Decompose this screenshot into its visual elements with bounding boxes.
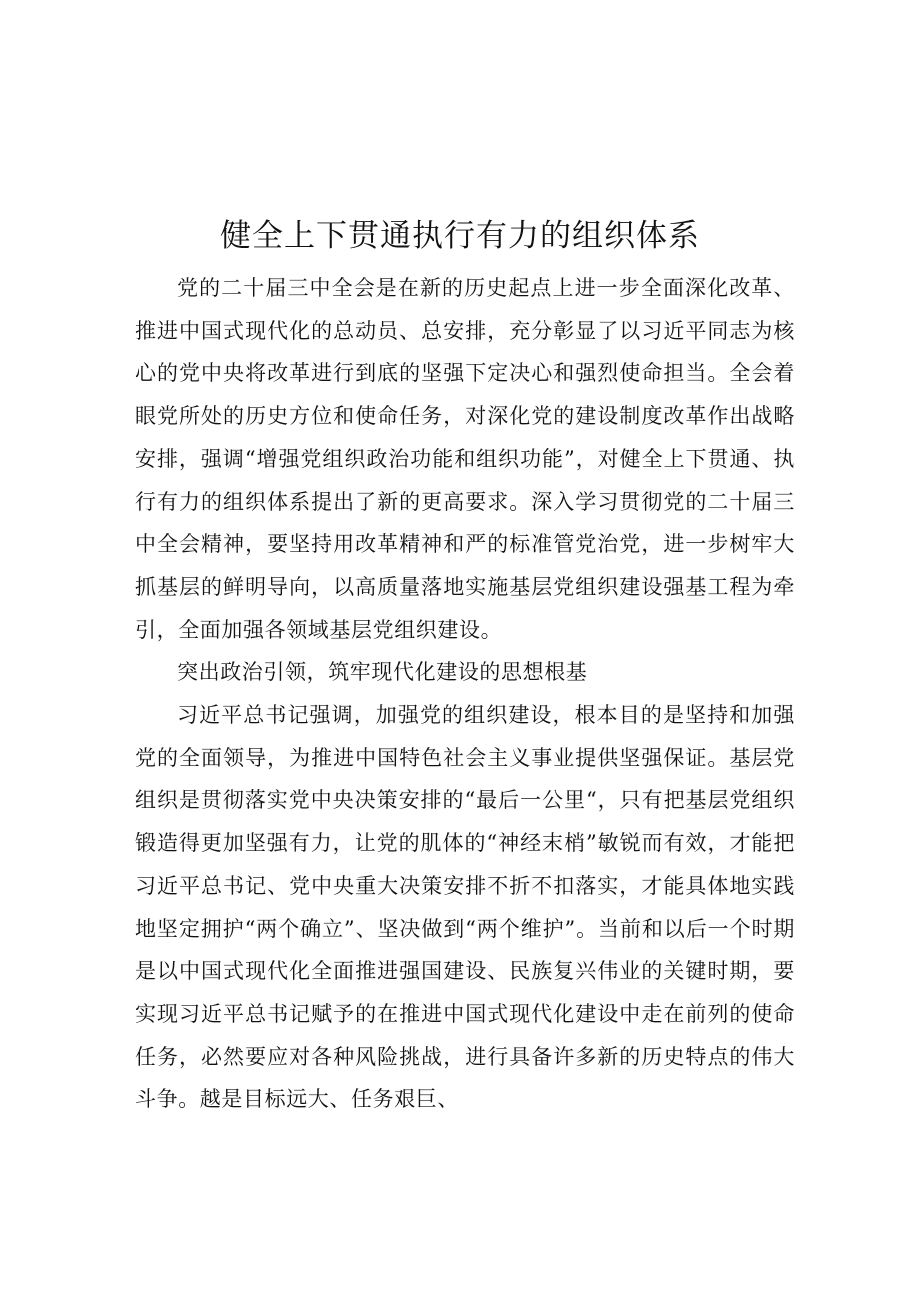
paragraph-intro: 党的二十届三中全会是在新的历史起点上进一步全面深化改革、推进中国式现代化的总动员、总安排，充分彰显了以习近平同志为核心的党中央将改革进行到底的坚强下定决心和强烈使命担当。全会着眼党所处的历史方位和使命任务，对深化党的建设制度改革作出战略安排，强调“增强党组织政治功能和组织功能”，对健全上下贯通、执行有力的组织体系提出了新的更高要求。深入学习贯彻党的二十届三中全会精神，要坚持用改革精神和严的标准管党治党，进一步树牢大抓基层的鲜明导向，以高质量落地实施基层党组织建设强基工程为牵引，全面加强各领域基层党组织建设。 — [135, 276, 795, 642]
paragraph-section-1: 习近平总书记强调，加强党的组织建设，根本目的是坚持和加强党的全面领导，为推进中国特色社会主义事业提供坚强保证。基层党组织是贯彻落实党中央决策安排的“最后一公里“，只有把基层党组织锻造得更加坚强有力，让党的肌体的“神经末梢”敏锐而有效，才能把习近平总书记、党中央重大决策安排不折不扣落实，才能具体地实践地坚定拥护“两个确立”、坚决做到“两个维护”。当前和以后一个时期是以中国式现代化全面推进强国建设、民族复兴伟业的关键时期，要实现习近平总书记赋予的在推进中国式现代化建设中走在前列的使命任务，必然要应对各种风险挑战，进行具备许多新的历史特点的伟大斗争。越是目标远大、任务艰巨、 — [135, 703, 795, 1112]
section-heading: 突出政治引领，筑牢现代化建设的思想根基 — [177, 660, 588, 685]
document-title: 健全上下贯通执行有力的组织体系 — [220, 218, 700, 254]
document-body — [135, 267, 795, 1121]
